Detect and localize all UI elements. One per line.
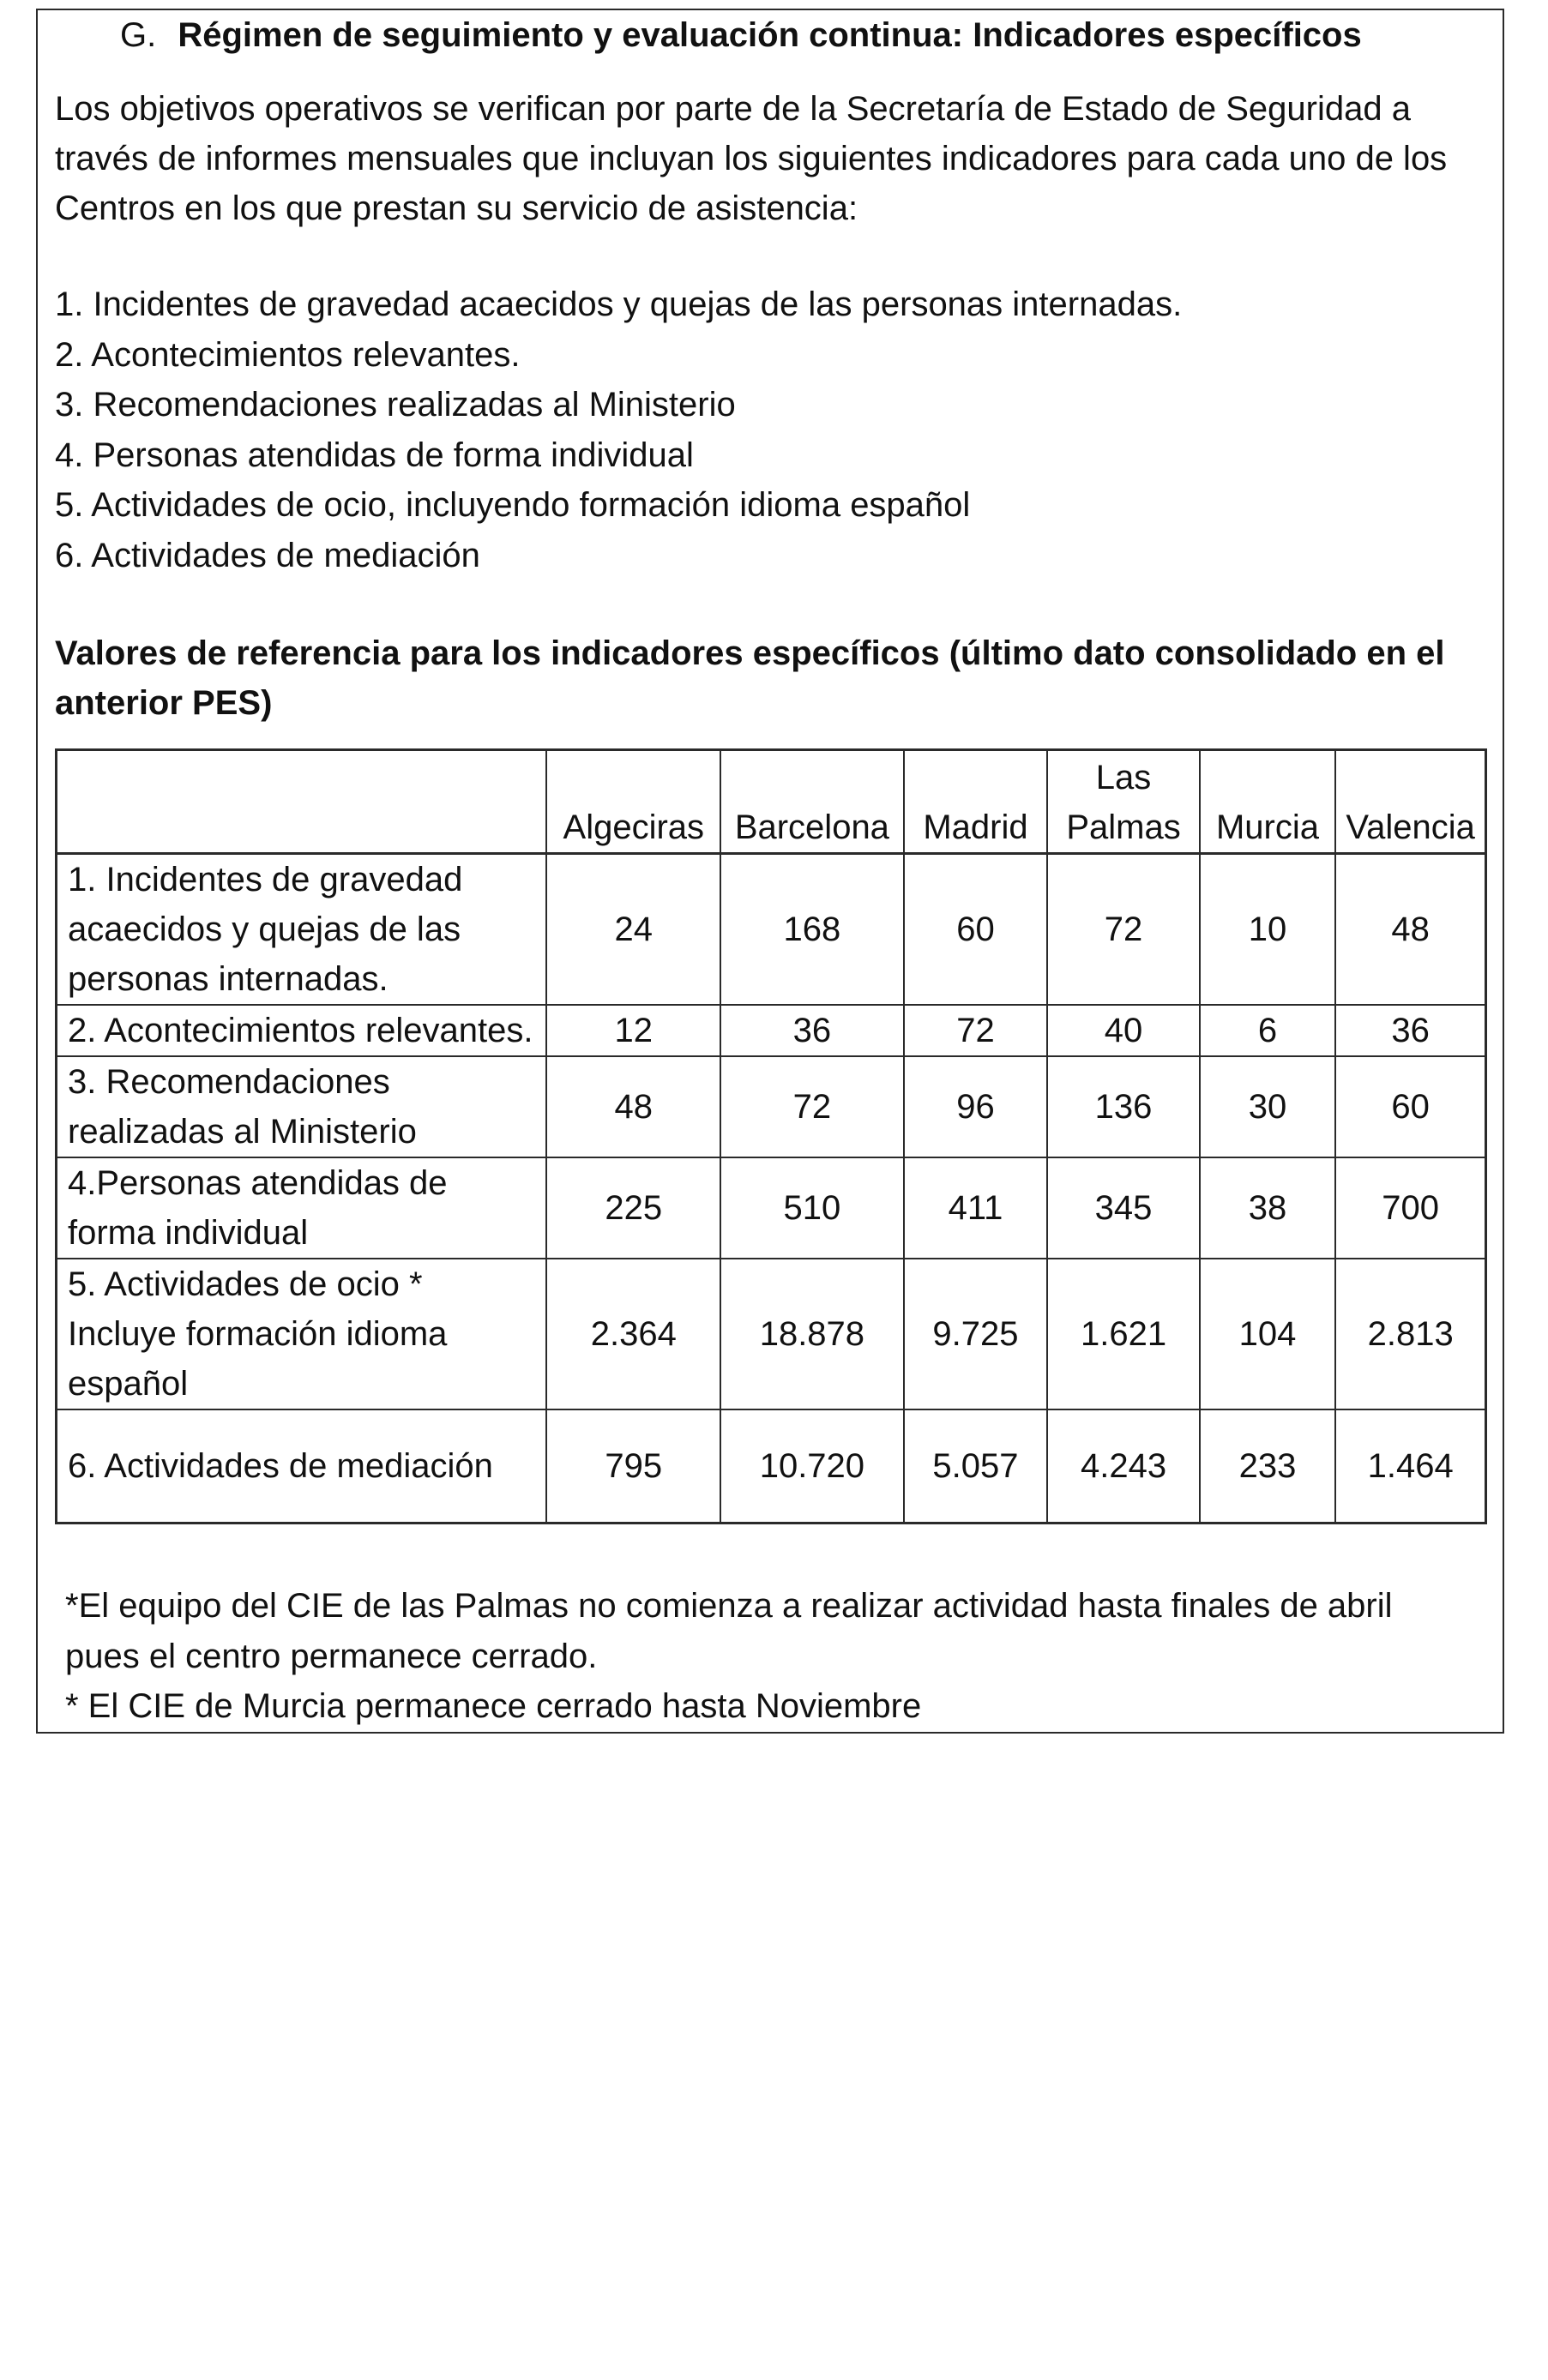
- section-title: Régimen de seguimiento y evaluación continua: Indicadores específicos: [178, 16, 1362, 54]
- footnotes: [65, 1581, 1472, 1732]
- cell-value: 10: [1200, 854, 1336, 1006]
- cell-value: 18.878: [720, 1259, 903, 1409]
- cell-value: 48: [546, 1056, 720, 1157]
- cell-value: 96: [904, 1056, 1048, 1157]
- column-header: Barcelona: [720, 750, 903, 854]
- cell-value: 510: [720, 1157, 903, 1259]
- row-label: 3. Recomendaciones realizadas al Ministerio: [57, 1056, 547, 1157]
- cell-value: 411: [904, 1157, 1048, 1259]
- table-header-empty: [57, 750, 547, 854]
- cell-value: 36: [720, 1005, 903, 1056]
- indicator-item: 2. Acontecimientos relevantes.: [55, 335, 521, 374]
- cell-value: 700: [1335, 1157, 1485, 1259]
- cell-value: 40: [1047, 1005, 1199, 1056]
- indicator-list: [55, 279, 1461, 580]
- cell-value: 168: [720, 854, 903, 1006]
- cell-value: 233: [1200, 1409, 1336, 1524]
- column-header: Las Palmas: [1047, 750, 1199, 854]
- row-label: 1. Incidentes de gravedad acaecidos y quejas de las personas internadas.: [57, 854, 547, 1006]
- indicator-item: 1. Incidentes de gravedad acaecidos y quejas de las personas internadas.: [55, 285, 1183, 323]
- cell-value: 38: [1200, 1157, 1336, 1259]
- indicator-item: 6. Actividades de mediación: [55, 536, 480, 574]
- cell-value: 795: [546, 1409, 720, 1524]
- indicator-item: 4. Personas atendidas de forma individual: [55, 436, 694, 474]
- cell-value: 24: [546, 854, 720, 1006]
- section-letter: G.: [120, 16, 157, 54]
- table-header-row: [57, 750, 1486, 854]
- cell-value: 2.364: [546, 1259, 720, 1409]
- cell-value: 136: [1047, 1056, 1199, 1157]
- column-header: Algeciras: [546, 750, 720, 854]
- table-row: [57, 1005, 1486, 1056]
- footnote: *El equipo del CIE de las Palmas no comienza a realizar actividad hasta finales de abril pues el centro permanece cerrado.: [65, 1587, 1393, 1675]
- cell-value: 72: [904, 1005, 1048, 1056]
- intro-paragraph: Los objetivos operativos se verifican por parte de la Secretaría de Estado de Seguridad a través de informes mensuales que incluyan los siguientes indicadores para cada uno de los Centros en los que prestan su servicio de asistencia:: [55, 90, 1448, 227]
- cell-value: 48: [1335, 854, 1485, 1006]
- row-label: 6. Actividades de mediación: [57, 1409, 547, 1524]
- table-row: [57, 1409, 1486, 1524]
- cell-value: 1.621: [1047, 1259, 1199, 1409]
- cell-value: 345: [1047, 1157, 1199, 1259]
- cell-value: 60: [1335, 1056, 1485, 1157]
- cell-value: 225: [546, 1157, 720, 1259]
- column-header: Madrid: [904, 750, 1048, 854]
- table-row: [57, 1259, 1486, 1409]
- cell-value: 36: [1335, 1005, 1485, 1056]
- indicator-item: 5. Actividades de ocio, incluyendo formación idioma español: [55, 486, 971, 524]
- footnote: * El CIE de Murcia permanece cerrado hasta Noviembre: [65, 1687, 922, 1725]
- column-header: Murcia: [1200, 750, 1336, 854]
- row-label: 2. Acontecimientos relevantes.: [57, 1005, 547, 1056]
- indicator-item: 3. Recomendaciones realizadas al Ministerio: [55, 386, 736, 424]
- cell-value: 5.057: [904, 1409, 1048, 1524]
- cell-value: 2.813: [1335, 1259, 1485, 1409]
- reference-values-title: Valores de referencia para los indicadores específicos (último dato consolidado en el anterior PES): [55, 634, 1445, 722]
- cell-value: 104: [1200, 1259, 1336, 1409]
- column-header: Valencia: [1335, 750, 1485, 854]
- row-label: 4.Personas atendidas de forma individual: [57, 1157, 547, 1259]
- cell-value: 72: [720, 1056, 903, 1157]
- cell-value: 1.464: [1335, 1409, 1485, 1524]
- cell-value: 9.725: [904, 1259, 1048, 1409]
- cell-value: 10.720: [720, 1409, 903, 1524]
- table-row: [57, 854, 1486, 1006]
- cell-value: 60: [904, 854, 1048, 1006]
- reference-values-table: [55, 748, 1487, 1524]
- table-row: [57, 1157, 1486, 1259]
- table-row: [57, 1056, 1486, 1157]
- cell-value: 4.243: [1047, 1409, 1199, 1524]
- cell-value: 6: [1200, 1005, 1336, 1056]
- cell-value: 72: [1047, 854, 1199, 1006]
- section-heading: [120, 14, 1362, 57]
- cell-value: 30: [1200, 1056, 1336, 1157]
- cell-value: 12: [546, 1005, 720, 1056]
- row-label: 5. Actividades de ocio * Incluye formación idioma español: [57, 1259, 547, 1409]
